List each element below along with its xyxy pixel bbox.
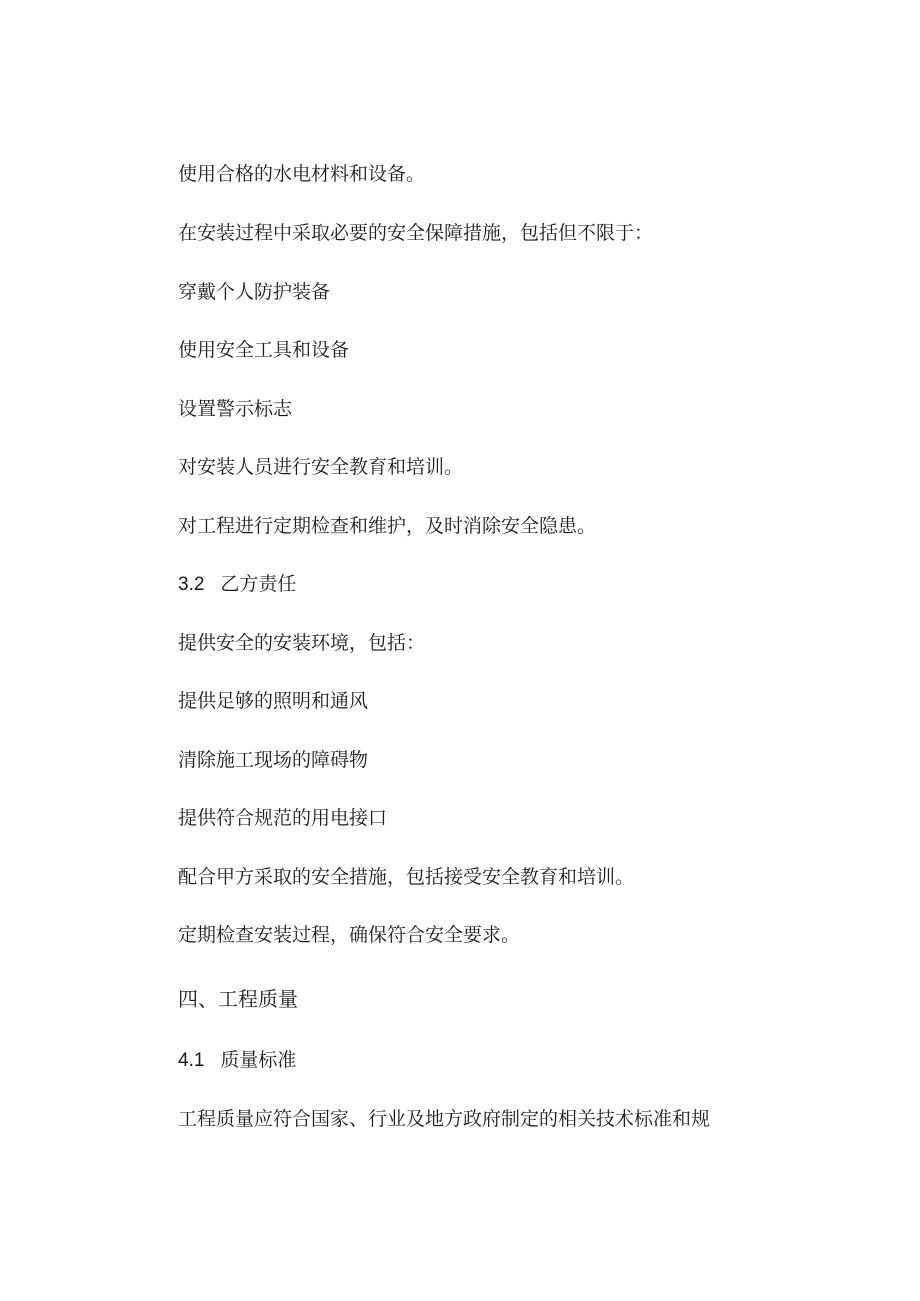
list-item-warning-signs: 设置警示标志	[178, 398, 293, 420]
section-title: 质量标准	[220, 1049, 297, 1071]
paragraph-quality-standard: 工程质量应符合国家、行业及地方政府制定的相关技术标准和规	[178, 1108, 711, 1130]
list-item-protective-gear: 穿戴个人防护装备	[178, 281, 331, 303]
list-item-obstacles: 清除施工现场的障碍物	[178, 749, 369, 771]
section-heading-3-2	[178, 572, 296, 597]
list-item-power-interface: 提供符合规范的用电接口	[178, 807, 388, 829]
paragraph-inspection: 对工程进行定期检查和维护，及时消除安全隐患。	[178, 515, 597, 537]
paragraph-training: 对安装人员进行安全教育和培训。	[178, 456, 464, 478]
section-number: 3.2	[178, 574, 205, 595]
paragraph-cooperate: 配合甲方采取的安全措施，包括接受安全教育和培训。	[178, 866, 635, 888]
section-title: 乙方责任	[220, 573, 297, 595]
paragraph-periodic-check: 定期检查安装过程，确保符合安全要求。	[178, 924, 521, 946]
list-item-safety-tools: 使用安全工具和设备	[178, 339, 350, 361]
chapter-heading-4: 四、工程质量	[178, 987, 298, 1011]
section-heading-4-1	[178, 1048, 296, 1073]
paragraph-materials: 使用合格的水电材料和设备。	[178, 163, 426, 185]
paragraph-environment: 提供安全的安装环境，包括：	[178, 632, 426, 654]
section-number: 4.1	[178, 1050, 205, 1071]
paragraph-safety-measures: 在安装过程中采取必要的安全保障措施，包括但不限于：	[178, 222, 654, 244]
list-item-lighting: 提供足够的照明和通风	[178, 690, 369, 712]
